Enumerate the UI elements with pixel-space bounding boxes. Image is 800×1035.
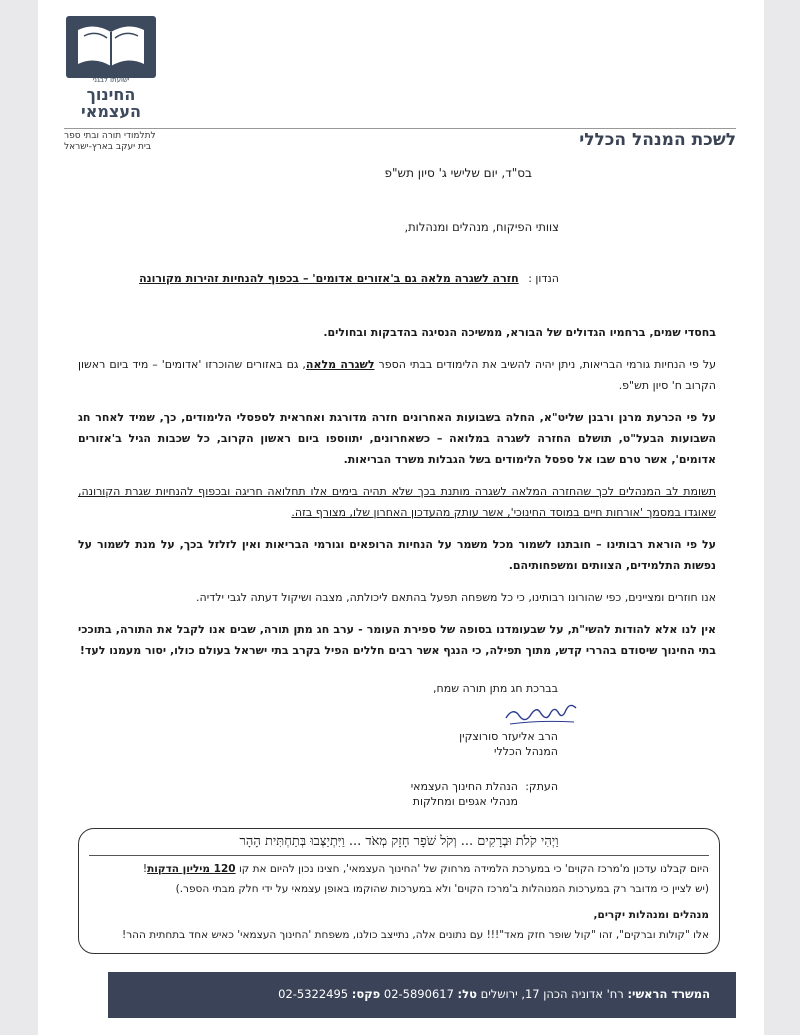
paragraph-6: אנו חוזרים ומציינים, כפי שהורונו רבותינו, כי כל משפחה תפעל בהתאם ליכולתה, מצבה ושיקול דעתה לגבי ילדיה. — [196, 591, 716, 604]
paragraph-7: אין לנו אלא להודות להשי"ת, על שבעומדנו בסופה של ספירת העומר - ערב חג מתן תורה, שבים אנו לקבל את התורה, בתוככי בתי החינוך שיסודם בהררי קדש, מתוך תפילה, כי הנגף אשר רבים חללים הפיל בקרב בתי ישראל בעולם כולו, יסור מעמנו לעד! — [78, 623, 716, 657]
logo-tagline: ישועתו לבגני — [92, 76, 130, 84]
paragraph-2 — [78, 354, 716, 396]
notice-line-2: (יש לציין כי מדובר רק במערכות המנוהלות ב'מרכז הקוים' ולא במערכות שהוקמו באופן עצמאי על ידי חלק מבתי הספר.) — [175, 883, 709, 895]
notice-divider — [89, 855, 709, 856]
cc-label: העתק: — [525, 780, 558, 793]
footer-office-label: המשרד הראשי: — [627, 987, 710, 1001]
notice-minutes-count: 120 מיליון הדקות — [147, 863, 236, 875]
notice-line-4: אלו "קולות וברקים", זהו "קול שופר חזק מאד"!!! עם נתונים אלה, נתייצב כולנו, משפחת 'החינוך העצמאי' כאיש אחד בתחתית ההר! — [122, 929, 709, 941]
footer-fax-label: פקס: — [351, 987, 381, 1001]
letter-page — [38, 0, 764, 1035]
logo-text-line1: החינוך — [86, 85, 136, 104]
paragraph-1: בחסדי שמים, ברחמיו הגדולים של הבורא, ממשיכה הנסיגה בהדבקות ובחולים. — [323, 326, 716, 339]
paragraph-3: על פי הכרעת מרנן ורבנן שליט"א, החלה בשבועות האחרונים חזרה מדורגת ואחראית לספסלי הלימודים, כך, שמיד לאחר חג השבועות הבעל"ט, תושלם החזרה לשגרה במלואה – כשאחרונים, יתווספו ביום ראשון הקרוב, כל שכבות הגיל ב'אזורים אדומים', אשר טרם שבו אל ספסל הלימודים בשל הגבלות משרד הבריאות. — [78, 411, 716, 466]
letter-subject — [139, 272, 559, 285]
office-title: לשכת המנהל הכללי — [579, 130, 736, 150]
paragraph-4: תשומת לב המנהלים לכך שהחזרה המלאה לשגרה מותנת בכך שלא תהיה בימים אלו תחלואה חריגה ובכפוף להנחיות שגרת הקורונה, שאוגדו במסמך 'אורחות חיים במוסד החינוכי', אשר עותק מהעדכון האחרון שלו, מצורף בזה. — [78, 485, 716, 519]
paragraph-5: על פי הוראת רבותינו – חובתנו לשמור מכל משמר על הנחיות הרופאים וגורמי הבריאות ואין לזלזל בכך, על מנת לשמור על נפשות התלמידים, הצוותים ומשפחותיהם. — [78, 538, 716, 572]
paragraph-2-start: על פי הנחיות גורמי הבריאות, ניתן יהיה להשיב את הלימודים בבתי הספר — [378, 358, 716, 371]
paragraph-2-emphasis: לשגרה מלאה — [305, 358, 375, 371]
closing-blessing: בברכת חג מתן תורה שמח, — [433, 682, 558, 695]
footer-phone-label: טל: — [457, 987, 477, 1001]
notice-line-3: מנהלים ומנהלות יקרים, — [593, 909, 709, 921]
letter-date: בס"ד, יום שלישי ג' סיון תש"פ — [384, 166, 532, 180]
handwritten-signature — [500, 700, 580, 730]
notice-line-1-end: ! — [142, 863, 148, 875]
cc-recipient-2: מנהלי אגפים ומחלקות — [412, 795, 518, 808]
subject-label: הנדון : — [528, 272, 559, 285]
letter-salutation: צוותי הפיקוח, מנהלים ומנהלות, — [404, 220, 559, 234]
notice-line-1-start: היום קבלנו עדכון מ'מרכז הקוים' כי במערכת הלמידה מרחוק של 'החינוך העצמאי', חצינו נכון להיום את קו — [238, 863, 709, 875]
signer-name: הרב אליעזר סורוצקין — [459, 730, 558, 743]
footer-contact — [278, 987, 710, 1001]
footer-bar — [108, 972, 736, 1018]
letter-body — [78, 322, 716, 672]
cc-recipient-1: הנהלת החינוך העצמאי — [410, 780, 518, 793]
footer-phone: 02-5890617 — [383, 987, 454, 1001]
subject-text: חזרה לשגרה מלאה גם ב'אזורים אדומים' – בכפוף להנחיות זהירות מקורונה — [139, 272, 519, 285]
notice-box — [78, 828, 720, 954]
signer-role: המנהל הכללי — [494, 745, 558, 758]
footer-fax: 02-5322495 — [278, 987, 349, 1001]
organization-logo — [66, 16, 156, 126]
notice-quote: וַיְהִי קֹלֹת וּבְרָקִים ... וְקֹל שֹׁפָר חָזָק מְאֹד ... וַיִּתְיַצְּבוּ בְּתַחְתִּית הָהָר — [239, 834, 559, 849]
org-address-line1: לתלמודי תורה ובתי ספר — [64, 131, 156, 141]
book-logo-icon — [66, 16, 156, 78]
org-address-line2: בית יעקב בארץ-ישראל — [64, 142, 152, 152]
paragraph-2-end: , גם באזורים שהוכרזו 'אדומים' – מיד ביום ראשון הקרוב ח' סיון תש"פ. — [78, 358, 716, 392]
footer-address: רח' אדוניה הכהן 17, ירושלים — [480, 987, 624, 1001]
logo-text-line2: העצמאי — [80, 102, 142, 121]
header-divider — [64, 128, 736, 129]
notice-line-1 — [89, 863, 709, 875]
